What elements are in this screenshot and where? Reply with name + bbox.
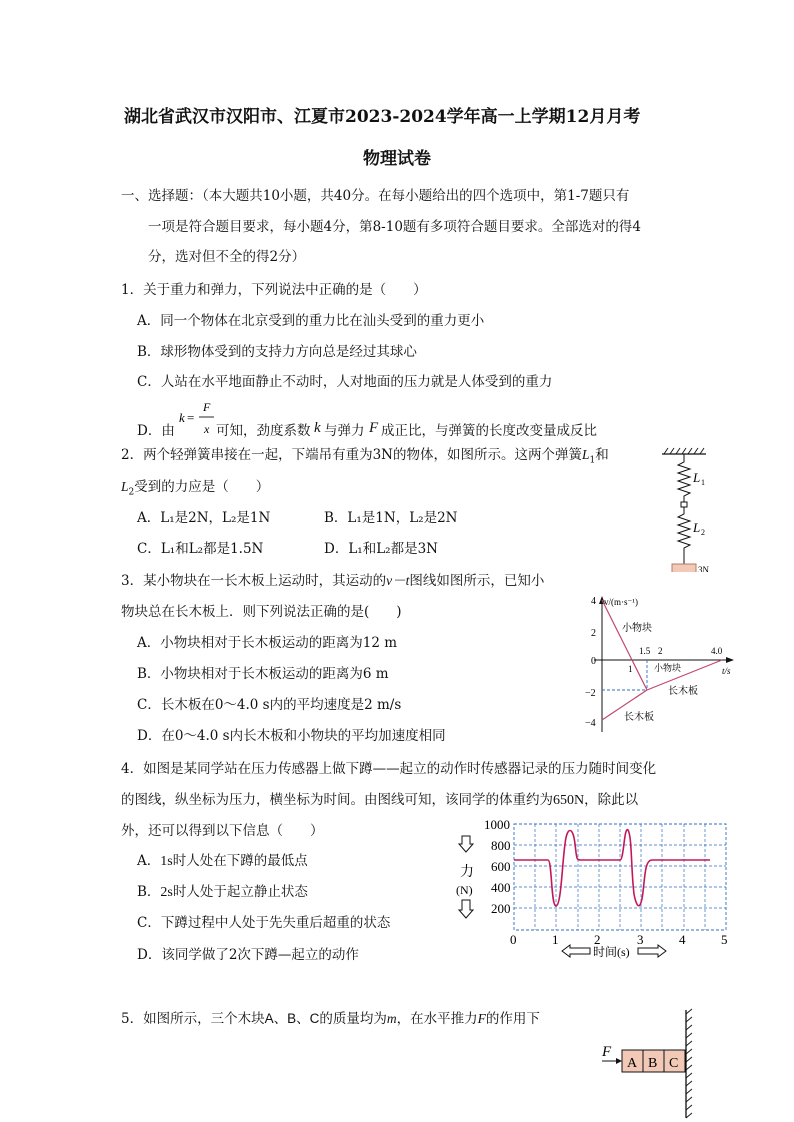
- q1-sym-f: F: [369, 420, 379, 436]
- q4-a-time: 1s: [160, 854, 173, 869]
- x-axis-arrow: [726, 657, 734, 663]
- label-l1-sub: 1: [701, 478, 705, 487]
- formula-equals: =: [187, 410, 195, 425]
- document-subtitle: 物理试卷: [363, 149, 431, 169]
- label-board-bottom: 长木板: [624, 712, 654, 723]
- q4-b-pre: B．: [137, 884, 161, 900]
- y-axis-label-unit: (N): [456, 883, 473, 897]
- up-arrow-icon: [459, 836, 473, 852]
- q1-sym-k: k: [314, 420, 321, 436]
- q2-stem-line-2: [121, 478, 269, 502]
- spring-joint: [681, 502, 687, 507]
- q4-option-d: D．该同学做了2次下蹲—起立的动作: [137, 947, 359, 963]
- q4-b-post: 时人处于起立静止状态: [172, 884, 308, 900]
- q5-stem-post: 的作用下: [485, 1011, 540, 1027]
- block-a-label: A: [627, 1056, 638, 1071]
- x-axis-label: 时间(s): [593, 945, 630, 959]
- formula-denominator: x: [204, 422, 210, 436]
- y-axis-label-char: 力: [460, 865, 474, 880]
- x-tick-1: 1: [552, 932, 559, 947]
- grid-lines: [514, 824, 726, 930]
- q2-stem-l1: L: [582, 447, 590, 462]
- q2-stem2-end: 受到的力应是（ ）: [134, 479, 270, 495]
- q3-stem-line-2: 物块总在长木板上．则下列说法正确的是( ): [121, 604, 402, 620]
- q3-vt-graph: [582, 592, 742, 738]
- x-tick-0: 0: [510, 932, 517, 947]
- ceiling-hatch: [664, 448, 704, 454]
- spring-l2: [678, 507, 690, 564]
- formula-numerator: F: [203, 400, 211, 414]
- y-tick-neg4: −4: [585, 718, 596, 729]
- x-tick-2: 2: [658, 646, 663, 656]
- q1-option-d-post: 成正比，与弹簧的长度改变量成反比: [381, 423, 597, 439]
- block-b-label: B: [648, 1056, 658, 1071]
- q3-stem1-end: 图线如图所示，已知小: [409, 573, 545, 589]
- q5-sep2: 、: [296, 1011, 310, 1027]
- q3-option-d: D．在0～4.0 s内长木板和小物块的平均加速度相同: [137, 728, 446, 744]
- x-tick-4: 4.0: [711, 646, 723, 656]
- y-axis-label: v/(m·s⁻¹): [604, 597, 638, 607]
- x-tick-2: 2: [594, 932, 601, 947]
- wall-hatch: [686, 1009, 692, 1118]
- section-header-line-3: 分，选对但不全的得2分）: [148, 249, 306, 265]
- q2-stem1: 2．两个轻弹簧串接在一起，下端吊有重为3N的物体，如图所示。这两个弹簧: [121, 447, 582, 463]
- y-tick-600: 600: [491, 859, 511, 874]
- down-arrow-icon: [459, 900, 473, 918]
- q4-option-a: [137, 852, 308, 871]
- q3-option-a: A．小物块相对于长木板运动的距离为12 m: [137, 635, 398, 651]
- label-block-bottom: 小物块: [654, 663, 682, 673]
- q5-mass-symbol: m: [386, 1011, 397, 1026]
- y-tick-200: 200: [491, 901, 511, 916]
- q1-option-a: A．同一个物体在北京受到的重力比在汕头受到的重力更小: [137, 313, 485, 329]
- x-tick-1-5: 1.5: [639, 646, 651, 656]
- q1-option-b: B．球形物体受到的支持力方向总是经过其球心: [137, 344, 417, 360]
- q1-option-d-mid1: 可知，劲度系数: [216, 423, 311, 439]
- q5-blocks-figure: [598, 1008, 708, 1120]
- q2-stem-l2: L: [121, 479, 129, 494]
- y-tick-1000: 1000: [484, 817, 510, 832]
- q1-option-c: C．人站在水平地面静止不动时，人对地面的压力就是人体受到的重力: [137, 374, 553, 390]
- q2-stem1-end: 和: [595, 447, 609, 463]
- q1-stem: 1．关于重力和弹力，下列说法中正确的是（ ）: [121, 282, 427, 298]
- x-tick-3: 3: [637, 932, 644, 947]
- q5-block-c: C: [309, 1011, 320, 1026]
- spring-l1: [678, 454, 690, 502]
- q2-stem-line-1: [121, 446, 609, 470]
- q5-sep1: 、: [273, 1011, 288, 1027]
- q5-stem-mid: 的质量均为: [319, 1011, 387, 1027]
- q4-a-post: 时人处在下蹲的最低点: [172, 853, 308, 869]
- q4-stem2-pre: 的图线，纵坐标为压力，横坐标为时间。由图线可知，该同学的体重约为: [121, 792, 553, 808]
- x-tick-1: 1: [628, 664, 633, 674]
- q2-option-d: D．L₁和L₂都是3N: [324, 541, 438, 557]
- q4-weight-value: 650N: [553, 793, 585, 808]
- block-line-2: [632, 660, 647, 690]
- y-tick-400: 400: [491, 880, 511, 895]
- q5-block-b: B: [287, 1011, 297, 1026]
- q1-option-d-prefix: D．由: [137, 423, 175, 439]
- label-l2: L: [693, 520, 701, 535]
- y-tick-0: 0: [591, 656, 596, 667]
- weight-label: 3N: [698, 565, 709, 572]
- q4-stem2-post: ，除此以: [584, 792, 639, 808]
- q5-stem: [121, 1010, 540, 1028]
- force-arrow-head: [616, 1058, 622, 1064]
- q5-stem-pre: 5．如图所示，三个木块: [121, 1011, 265, 1027]
- q4-stem-line-2: [121, 791, 638, 810]
- q4-b-time: 2s: [160, 885, 173, 900]
- q4-a-pre: A．: [137, 853, 161, 869]
- x-tick-5: 5: [721, 932, 728, 947]
- label-l1: L: [693, 470, 701, 485]
- document-title: 湖北省武汉市汉阳市、江夏市2023-2024学年高一上学期12月月考: [124, 107, 641, 127]
- q2-option-b: B．L₁是1N，L₂是2N: [324, 510, 458, 526]
- q3-stem-vt: v－t: [386, 573, 410, 588]
- label-block-top: 小物块: [622, 623, 652, 634]
- q5-stem-mid2: ，在水平推力: [396, 1011, 478, 1027]
- q2-option-c: C．L₁和L₂都是1.5N: [137, 541, 264, 557]
- x-tick-4: 4: [679, 932, 686, 947]
- q2-spring-figure: [652, 446, 716, 572]
- q2-stem-l2-sub: 2: [128, 487, 135, 498]
- y-tick-2: 2: [591, 628, 596, 639]
- q2-option-a: A．L₁是2N，L₂是1N: [137, 510, 271, 526]
- y-tick-800: 800: [491, 838, 511, 853]
- q5-force-symbol: F: [477, 1011, 486, 1026]
- q4-option-c: C．下蹲过程中人处于先失重后超重的状态: [137, 915, 391, 931]
- section-header-line-1: 一、选择题：（本大题共10小题，共40分。在每小题给出的四个选项中，第1-7题只有: [121, 188, 630, 204]
- q3-stem1: 3．某小物块在一长木板上运动时，其运动的: [121, 573, 387, 589]
- block-c-label: C: [669, 1056, 679, 1071]
- q3-option-b: B．小物块相对于长木板运动的距离为6 m: [137, 666, 389, 682]
- q5-block-a: A: [264, 1011, 274, 1026]
- q2-stem-l1-sub: 1: [589, 455, 596, 466]
- y-tick-4: 4: [591, 596, 596, 607]
- q4-force-graph: [452, 814, 742, 974]
- x-axis-label: t/s: [722, 666, 731, 676]
- q3-stem-line-1: [121, 572, 544, 590]
- q4-stem-line-3: 外，还可以得到以下信息（ ）: [121, 823, 324, 839]
- q4-stem-line-1: 4．如图是某同学站在压力传感器上做下蹲——起立的动作时传感器记录的压力随时间变化: [121, 761, 657, 777]
- force-curve: [514, 830, 710, 906]
- weight-block: [672, 564, 696, 572]
- q1-option-d-mid2: 与弹力: [324, 423, 365, 439]
- section-header-line-2: 一项是符合题目要求，每小题4分，第8-10题有多项符合题目要求。全部选对的得4: [148, 219, 642, 235]
- q3-option-c: C．长木板在0～4.0 s内的平均速度是2 m/s: [137, 697, 402, 713]
- formula-k: k: [179, 410, 185, 425]
- label-l2-sub: 2: [701, 528, 705, 537]
- label-board-right: 长木板: [668, 686, 698, 697]
- y-tick-neg2: −2: [585, 688, 596, 699]
- q4-option-b: [137, 883, 308, 902]
- force-label: F: [602, 1044, 612, 1060]
- left-arrow-icon: [562, 945, 590, 957]
